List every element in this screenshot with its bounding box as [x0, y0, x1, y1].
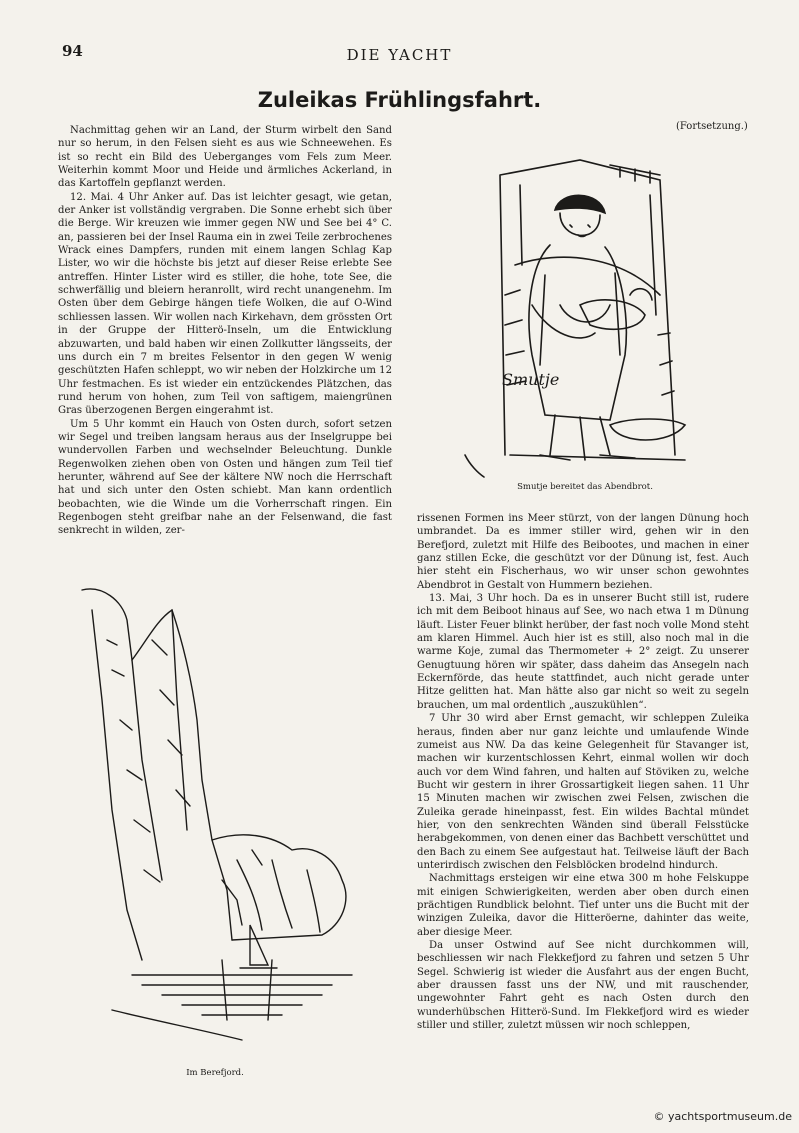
continuation-note: (Fortsetzung.): [676, 121, 748, 132]
paragraph: Da unser Ostwind auf See nicht durchkommen will, beschliessen wir nach Flekkefjord zu fahren und setzen 5 Uhr Segel. Schwierig ist wieder die Ausfahrt aus der engen Bucht, aber draussen fasst uns der NW, und mit rauschender, ungewohnter Fahrt geht es nach Osten durch den wunderhübschen Hitterö-Sund. Im Flekkefjord wird es wieder stiller und stiller, zuletzt müssen wir noch schleppen,: [417, 940, 749, 1032]
page-number: 94: [62, 42, 83, 60]
paragraph: 12. Mai. 4 Uhr Anker auf. Das ist leichter gesagt, wie getan, der Anker ist vollständig vergraben. Die Sonne erhebt sich über die Berge. Wir kreuzen wie immer gegen NW und See bei 4° C. an, passieren bei der Insel Rauma ein in zwei Teile zerbrochenes Wrack eines Dampfers, runden mit einem langen Schlag Kap Lister, wo wir die höchste bis jetzt auf dieser Reise erlebte See antreffen. Hinter Lister wird es stiller, die hohe, tote See, die schwerfällig und bleiern heranrollt, wird recht unangenehm. Im Osten über dem Gebirge hängen tiefe Wolken, die auf O-Wind schliessen lassen. Wir wollen nach Kirkehavn, dem grössten Ort in der Gruppe der Hitterö-Inseln, um die Entwicklung abzuwarten, und bald haben wir einen Zollkutter längsseits, der uns durch ein 7 m breites Felsentor in den gegen W wenig geschützten Hafen schleppt, wo wir neben der Holzkirche um 12 Uhr festmachen. Es ist wieder ein entzückendes Plätzchen, das rund herum von hohen, zum Teil von saftigem, maiengrünen Gras überzogenen Bergen eingerahmt ist.: [58, 191, 392, 417]
paragraph: Nachmittags ersteigen wir eine etwa 300 m hohe Felskuppe mit einigen Schwierigkeiten, werden aber oben durch einen prächtigen Rundblick belohnt. Tief unter uns die Bucht mit der winzigen Zuleika, davor die Hitteröerne, dahinter das weite, aber diesige Meer.: [417, 873, 749, 938]
paragraph: 13. Mai, 3 Uhr hoch. Da es in unserer Bucht still ist, rudere ich mit dem Beiboot hinaus auf See, wo nach etwa 1 m Dünung läuft. Lister Feuer blinkt herüber, der fast noch volle Mond steht am klaren Himmel. Auch hier ist es still, also noch mal in die warme Koje, zumal das Thermometer + 2° zeigt. Zu unserer Genugtuung hören wir später, dass daheim das Ansegeln nach Eckernförde, das heute stattfindet, auch nicht gerade unter Hitze gelitten hat. Man hätte also gar nicht so weit zu segeln brauchen, um mal ordentlich „auszukühlen“.: [417, 593, 749, 711]
paragraph: Nachmittag gehen wir an Land, der Sturm wirbelt den Sand nur so herum, in den Felsen sieht es aus wie Schneewehen. Es ist so recht ein Bild des Ueberganges vom Fels zum Meer. Weiterhin kommt Moor und Heide und ärmliches Ackerland, in das Kartoffeln gepflanzt werden.: [58, 125, 392, 190]
artist-signature: Smutje: [502, 370, 560, 389]
smutje-drawing: [460, 155, 710, 480]
caption-berefjord: Im Berefjord.: [186, 1068, 244, 1078]
text-column-right: [417, 512, 749, 1032]
berefjord-drawing: [72, 580, 372, 1050]
running-head: DIE YACHT: [346, 46, 453, 64]
article-title: Zuleikas Frühlingsfahrt.: [257, 88, 542, 112]
text-column-left: [58, 124, 392, 538]
watermark: © yachtsportmuseum.de: [653, 1110, 792, 1123]
caption-smutje: Smutje bereitet das Abendbrot.: [517, 482, 653, 492]
paragraph: Um 5 Uhr kommt ein Hauch von Osten durch, sofort setzen wir Segel und treiben langsam heraus aus der Inselgruppe bei wundervollen Farben und wechselnder Beleuchtung. Dunkle Regenwolken ziehen oben von Osten und hängen zum Teil tief herunter, während auf See der kältere NW noch die Herrschaft hat und sich unter den Osten schiebt. Man kann ordentlich beobachten, wie die Winde um die Vorherrschaft ringen. Ein Regenbogen steht greifbar nahe an der Felsenwand, die fast senkrecht in wilden, zer-: [58, 418, 392, 537]
paragraph: 7 Uhr 30 wird aber Ernst gemacht, wir schleppen Zuleika heraus, finden aber nur ganz leichte und umlaufende Winde zumeist aus NW. Da das keine Gelegenheit für Stavanger ist, machen wir kurzentschlossen Kehrt, einmal wollen wir doch auch vor dem Wind fahren, und halten auf Stöviken zu, welche Bucht wir gestern in ihrer Grossartigkeit liegen sahen. 11 Uhr 15 Minuten machen wir zwischen zwei Felsen, zwischen die Zuleika gerade hineinpasst, fest. Ein wildes Bachtal mündet hier, von den senkrechten Wänden sind überall Felsstücke herabgekommen, von denen einer das Bachbett verschüttet und den Bach zu einem See aufgestaut hat. Teilweise läuft der Bach unterirdisch zwischen den Felsblöcken brodelnd hindurch.: [417, 713, 749, 871]
illustration-berefjord: [72, 580, 372, 1050]
illustration-smutje: [460, 155, 710, 480]
paragraph: rissenen Formen ins Meer stürzt, von der langen Dünung hoch umbrandet. Da es immer stiller wird, gehen wir in den Berefjord, zuletzt mit Hilfe des Beibootes, und machen in einer ganz stillen Ecke, die geschützt vor der Dünung ist, fest. Auch hier steht ein Fischerhaus, wo wir unser schon gewohntes Abendbrot in Gestalt von Hummern beziehen.: [417, 513, 749, 591]
